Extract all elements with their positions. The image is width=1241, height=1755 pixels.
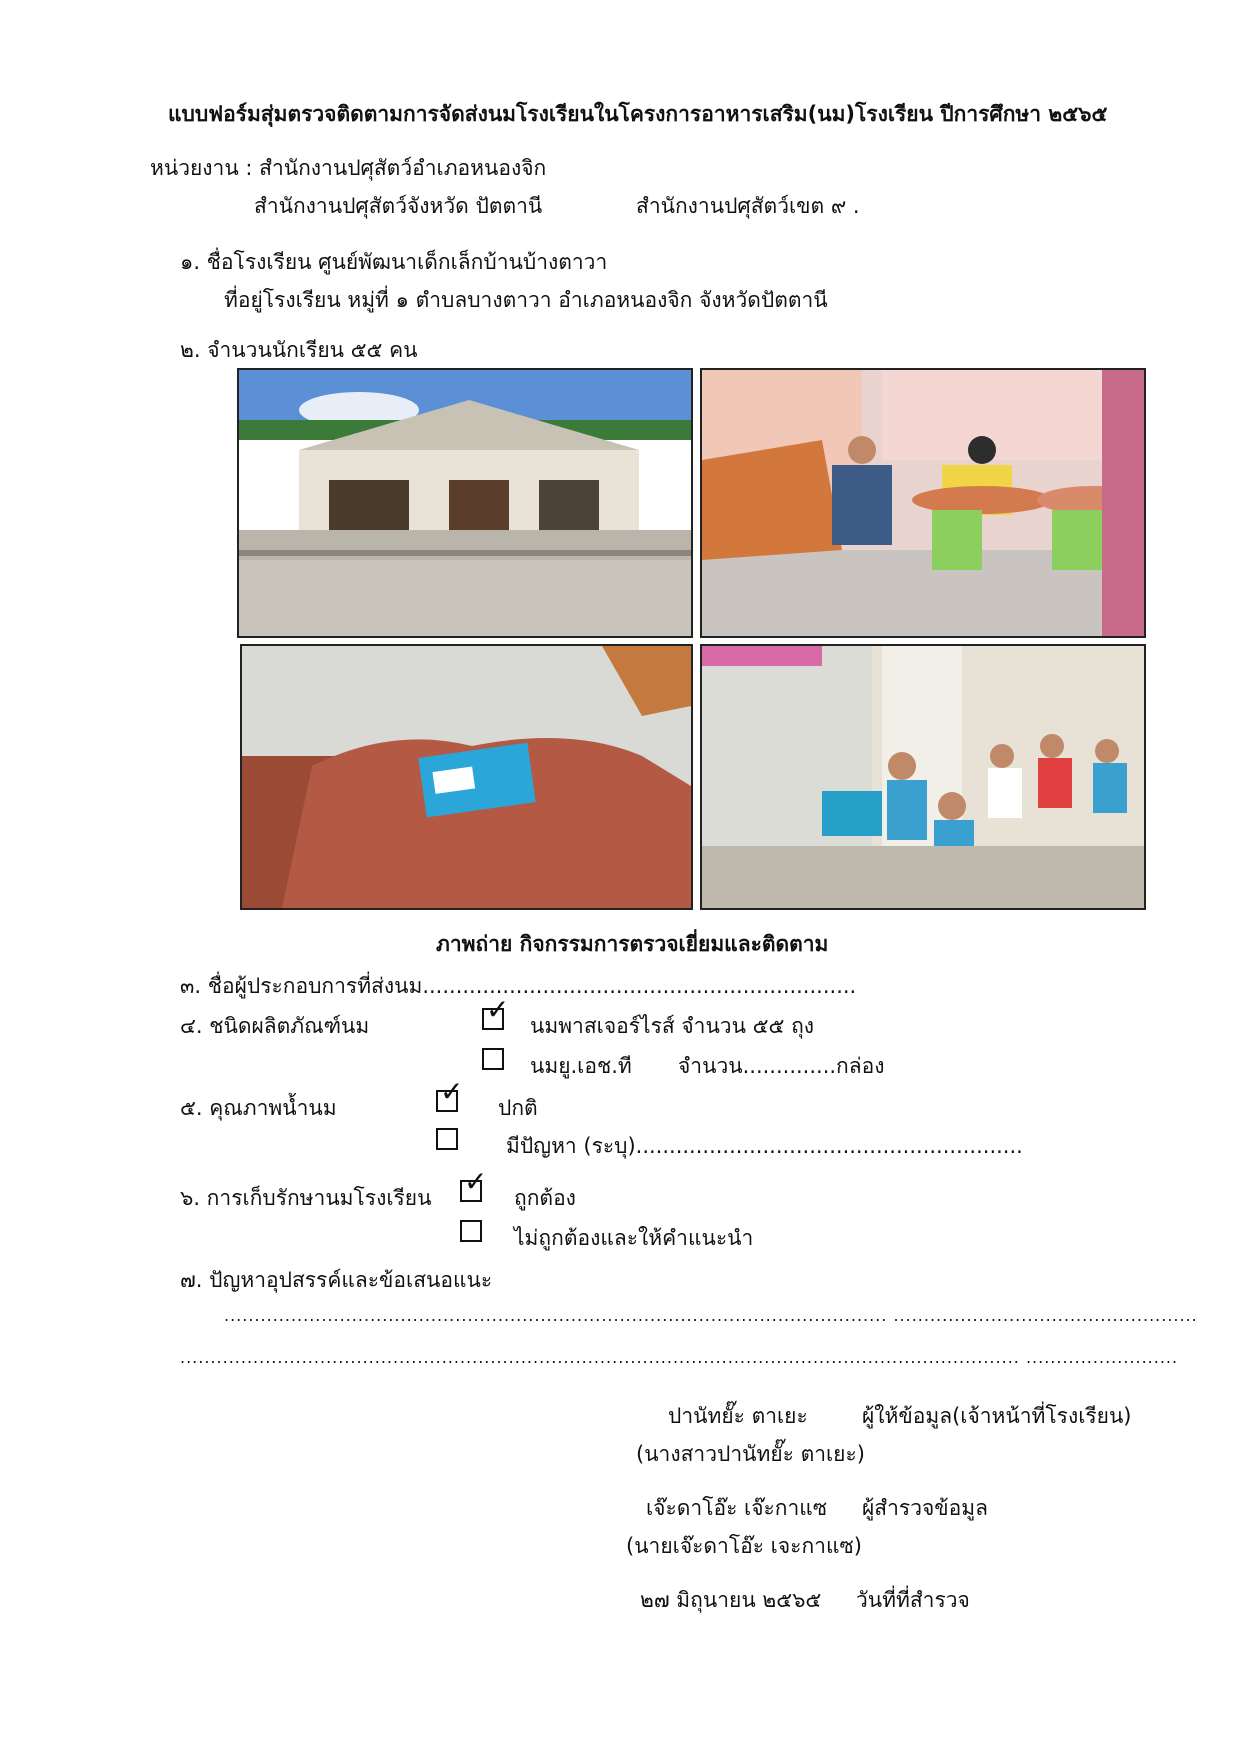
school-building-photo bbox=[237, 368, 693, 638]
product-label: ๔. ชนิดผลิตภัณฑ์นม bbox=[180, 1014, 370, 1038]
survey-date-label: วันที่ที่สำรวจ bbox=[856, 1588, 970, 1612]
storage-correct-checkbox[interactable] bbox=[460, 1165, 488, 1202]
uht-quantity: จำนวน..............กล่อง bbox=[678, 1054, 885, 1078]
problems-line-1: ............................................................................................................. .................................................. bbox=[224, 1306, 1198, 1325]
product-option-uht: นมยู.เอช.ที bbox=[530, 1054, 632, 1078]
check-icon: ✓ bbox=[486, 993, 510, 1026]
supplier-field: ๓. ชื่อผู้ประกอบการที่ส่งนม................................................................. bbox=[180, 974, 857, 998]
informant-role: ผู้ให้ข้อมูล(เจ้าหน้าที่โรงเรียน) bbox=[862, 1404, 1132, 1428]
surveyor-role: ผู้สำรวจข้อมูล bbox=[862, 1496, 988, 1520]
children-milk-photo bbox=[700, 644, 1146, 910]
storage-incorrect-checkbox[interactable] bbox=[460, 1220, 482, 1242]
student-count: ๒. จำนวนนักเรียน ๕๕ คน bbox=[180, 338, 418, 362]
check-icon: ✓ bbox=[464, 1165, 488, 1198]
storage-label: ๖. การเก็บรักษานมโรงเรียน bbox=[180, 1186, 432, 1210]
school-name: ๑. ชื่อโรงเรียน ศูนย์พัฒนาเด็กเล็กบ้านบ้างตาวา bbox=[180, 250, 608, 274]
agency-label: หน่วยงาน : สำนักงานปศุสัตว์อำเภอหนองจิก bbox=[150, 156, 547, 180]
informant-signature: ปานัทยั๊ะ ตาเยะ bbox=[668, 1404, 808, 1428]
check-icon: ✓ bbox=[440, 1075, 464, 1108]
milk-packet-photo bbox=[240, 644, 693, 910]
quality-problem: มีปัญหา (ระบุ).......................................................... bbox=[506, 1134, 1023, 1158]
storage-incorrect: ไม่ถูกต้องและให้คำแนะนำ bbox=[514, 1226, 754, 1250]
pasteurized-checkbox[interactable] bbox=[482, 993, 510, 1030]
form-title: แบบฟอร์มสุ่มตรวจติดตามการจัดส่งนมโรงเรียนในโครงการอาหารเสริม(นม)โรงเรียน ปีการศึกษา ๒๕๖๕ bbox=[168, 102, 1108, 126]
problems-line-2: .......................................................................................................................................... ......................... bbox=[180, 1348, 1179, 1367]
problems-label: ๗. ปัญหาอุปสรรค์และข้อเสนอแนะ bbox=[180, 1268, 493, 1292]
surveyor-name: (นายเจ๊ะดาโอ๊ะ เจะกาแซ) bbox=[626, 1534, 862, 1558]
product-option-pasteurized: นมพาสเจอร์ไรส์ จำนวน ๕๕ ถุง bbox=[530, 1014, 815, 1038]
photo-caption: ภาพถ่าย กิจกรรมการตรวจเยี่ยมและติดตาม bbox=[436, 932, 829, 956]
informant-name: (นางสาวปานัทยั๊ะ ตาเยะ) bbox=[636, 1442, 865, 1466]
agency-region: สำนักงานปศุสัตว์เขต ๙ . bbox=[636, 194, 860, 218]
storage-correct: ถูกต้อง bbox=[514, 1186, 576, 1210]
school-address: ที่อยู่โรงเรียน หมู่ที่ ๑ ตำบลบางตาวา อำเภอหนองจิก จังหวัดปัตตานี bbox=[224, 288, 828, 312]
survey-date: ๒๗ มิถุนายน ๒๕๖๕ bbox=[640, 1588, 822, 1612]
quality-problem-checkbox[interactable] bbox=[436, 1128, 458, 1150]
agency-province: สำนักงานปศุสัตว์จังหวัด ปัตตานี bbox=[254, 194, 543, 218]
quality-label: ๕. คุณภาพน้ำนม bbox=[180, 1096, 337, 1120]
uht-checkbox[interactable] bbox=[482, 1048, 504, 1070]
staff-interview-photo bbox=[700, 368, 1146, 638]
surveyor-signature: เจ๊ะดาโอ๊ะ เจ๊ะกาแซ bbox=[646, 1496, 828, 1520]
quality-normal-checkbox[interactable] bbox=[436, 1075, 464, 1112]
quality-normal: ปกติ bbox=[498, 1096, 538, 1120]
